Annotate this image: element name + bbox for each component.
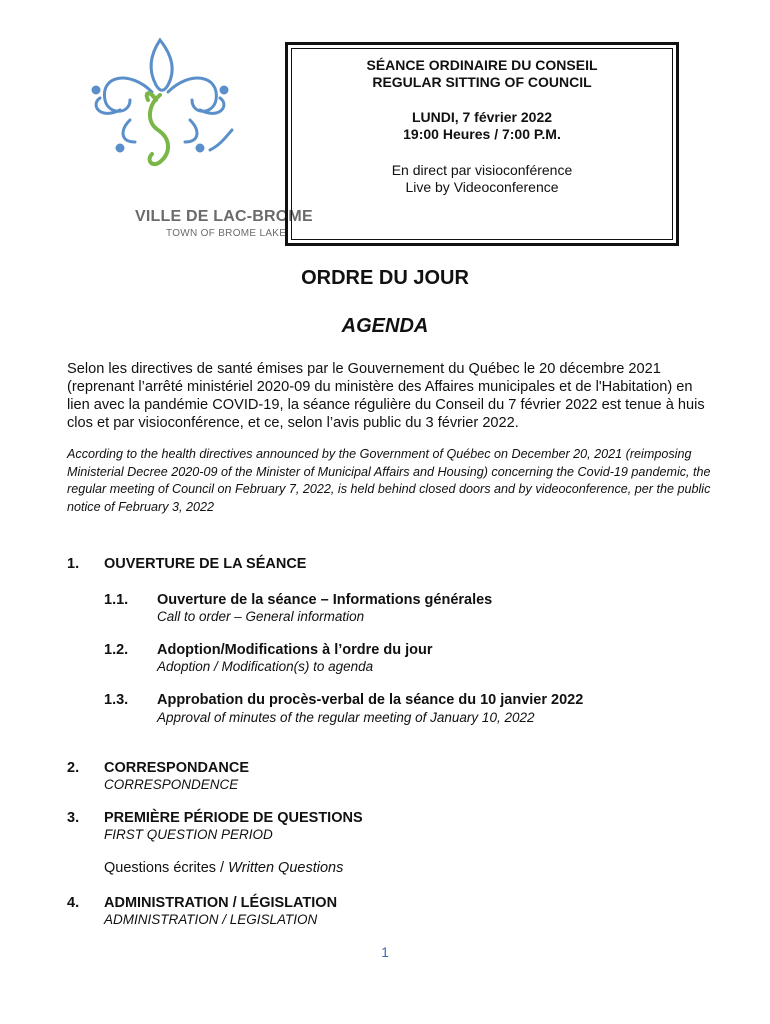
item-1-2-title: Adoption/Modifications à l’ordre du jour — [157, 642, 433, 658]
section-3-number: 3. — [67, 810, 80, 826]
item-1-1-number: 1.1. — [104, 592, 129, 608]
section-3-title: PREMIÈRE PÉRIODE DE QUESTIONS — [104, 810, 363, 826]
section-3-note-fr: Questions écrites / — [104, 860, 229, 876]
item-1-2-number: 1.2. — [104, 642, 129, 658]
item-1-2-english: Adoption / Modification(s) to agenda — [157, 659, 374, 674]
meeting-mode-fr: En direct par visioconférence — [391, 162, 573, 178]
town-name-english: TOWN OF BROME LAKE — [166, 228, 287, 239]
meeting-info-inner-border — [291, 48, 673, 240]
page-title-fr: ORDRE DU JOUR — [301, 267, 469, 289]
section-2-number: 2. — [67, 760, 80, 776]
section-2-title: CORRESPONDANCE — [104, 760, 250, 776]
section-4-title: ADMINISTRATION / LÉGISLATION — [104, 895, 338, 911]
section-2-english: CORRESPONDENCE — [104, 777, 239, 792]
page-title-en: AGENDA — [341, 315, 429, 337]
meeting-time: 19:00 Heures / 7:00 P.M. — [403, 126, 561, 142]
item-1-3-english: Approval of minutes of the regular meeting of January 10, 2022 — [157, 710, 535, 725]
meeting-type-fr: SÉANCE ORDINAIRE DU CONSEIL — [366, 57, 598, 73]
section-3-note — [104, 860, 343, 876]
section-4-number: 4. — [67, 895, 80, 911]
meeting-info-box — [285, 42, 679, 246]
meeting-type-en: REGULAR SITTING OF COUNCIL — [372, 74, 592, 90]
town-name: VILLE DE LAC-BROME — [135, 208, 313, 225]
section-3-english: FIRST QUESTION PERIOD — [104, 827, 273, 842]
intro-paragraph-en: According to the health directives announced by the Government of Québec on December 20, 2021 (reimposing Ministerial Decree 2020-09 of the Minister of Municipal Affairs and Housing) concerning the Covid-19 pandemic, the regular meeting of Council on February 7, 2022, is held behind closed doors and by videoconference, per the public notice of February 3, 2022 — [67, 447, 711, 514]
meeting-date: LUNDI, 7 février 2022 — [411, 109, 553, 125]
fleur-de-lis-logo-icon — [60, 30, 270, 180]
item-1-1-title: Ouverture de la séance – Informations générales — [157, 592, 493, 608]
item-1-1-english: Call to order – General information — [157, 609, 365, 624]
intro-paragraph-fr: Selon les directives de santé émises par le Gouvernement du Québec le 20 décembre 2021 (reprenant l’arrêté ministériel 2020-09 du ministère des Affaires municipales et de l'Habitation) en lien avec la pandémie COVID-19, la séance régulière du Conseil du 7 février 2022 est tenue à huis clos et par visioconférence, et ce, selon l’avis public du 3 février 2022. — [67, 361, 705, 431]
section-1-title: OUVERTURE DE LA SÉANCE — [104, 556, 307, 572]
section-4-english: ADMINISTRATION / LEGISLATION — [104, 912, 318, 927]
town-logo — [60, 30, 313, 239]
meeting-mode-en: Live by Videoconference — [405, 179, 559, 195]
section-1-number: 1. — [67, 556, 80, 572]
item-1-3-title: Approbation du procès-verbal de la séance du 10 janvier 2022 — [157, 692, 584, 708]
section-3-note-en: Written Questions — [228, 860, 344, 876]
item-1-3-number: 1.3. — [104, 692, 129, 708]
page-number: 1 — [381, 944, 389, 960]
